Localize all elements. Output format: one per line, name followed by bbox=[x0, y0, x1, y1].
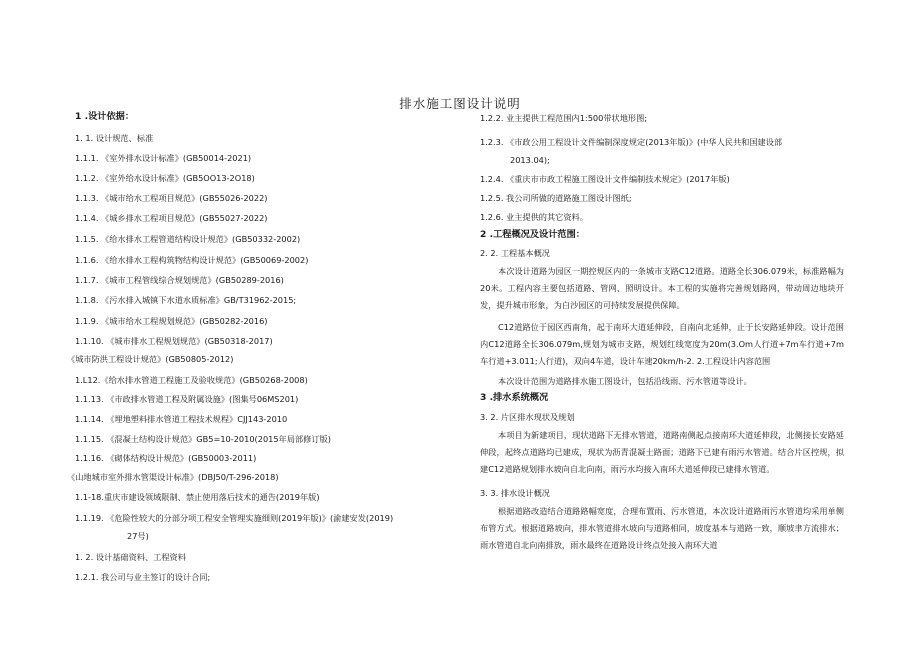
text-line: 1.2.6. 业主提供的其它资料。 bbox=[480, 212, 588, 222]
text-line: 1.L12.《给水排水管道工程施工及验收规范》(GB50268-2008) bbox=[75, 375, 308, 385]
text-line: 2013.04); bbox=[510, 155, 550, 165]
text-line: 1.2.5. 我公司所做的道路施工图设计图纸; bbox=[480, 193, 632, 203]
paragraph: 本项目为新建项目，现状道路下无排水管道，道路南侧起点接南环大道延伸段，北侧接长安路延伸段，起终点道路均已建成，现状为沥青混凝土路面；道路下已建有雨污水管道。结合片区控规，拟建C12道路规划排水坡向自北向南，雨污水均接入南环大道延伸段已建排水管道。 bbox=[480, 430, 844, 474]
paragraph: 本次设计道路为园区一期控规区内的一条城市支路C12道路。道路全长306.079米，标准路幅为20米。工程内容主要包括道路、管网、照明设计。本工程的实施将完善规划路网，带动周边地块开发，提升城市形象，为白沙园区的可持续发展提供保障。 bbox=[480, 266, 844, 310]
text-line: 1. 2. 设计基础资料、工程资料 bbox=[75, 552, 186, 562]
subsection-heading: 2. 2. 工程基本概况 bbox=[480, 248, 550, 258]
text-line: 《城市防洪工程设计规范》(GB50805-2012) bbox=[67, 354, 234, 364]
text-line: 1.1-18.重庆市建设领域限制、禁止使用落后技术的通告(2019年版) bbox=[75, 492, 320, 502]
text-line: 1.1.7. 《城市工程管线综合规划规范》(GB50289-2016) bbox=[75, 275, 284, 285]
paragraph: 本次设计范围为道路排水施工图设计，包括沿线雨、污水管道等设计。 bbox=[498, 376, 752, 386]
text-line: 1.1.1. 《室外排水设计标准》(GB50014-2021) bbox=[75, 153, 252, 163]
text-line: 1.1.4. 《城乡排水工程项目规范》(GB55027-2022) bbox=[75, 213, 268, 223]
section-heading-2: 2 .工程概况及设计范围： bbox=[480, 229, 585, 240]
text-line: 1.1.16. 《砌体结构设计规范》(GB50003-2011) bbox=[75, 453, 257, 463]
text-line: 1.1.5. 《给水排水工程管道结构设计规范》(GB50332-2002) bbox=[75, 234, 301, 244]
text-line: 1. 1. 设计规范、标准 bbox=[75, 133, 154, 143]
text-line: 1.1.19. 《危险性较大的分部分项工程安全管理实施细则(2019年版)》(渝建安发(2019) bbox=[75, 513, 394, 523]
paragraph: C12道路位于园区西南角，起于南环大道延伸段，自南向北延伸，止于长安路延伸段。设计范围内C12道路全长306.079m,规划为城市支路，规划红线宽度为20m(3.Om人行道+7m车行道+7m车行道+3.011;人行道)，双向4车道，设计车速20km/h-2. 2.工程设计内容范围 bbox=[480, 322, 844, 366]
text-line: 1.2.4. 《重庆市市政工程施工图设计文件编制技术规定》(2017年版) bbox=[480, 174, 730, 184]
text-line: 《山地城市室外排水管渠设计标准》(DBJ50/T-296-2018) bbox=[67, 472, 279, 482]
text-line: 27号) bbox=[127, 531, 149, 541]
text-line: 1.1.14. 《埋地塑料排水管道工程技术规程》CJJ143-2010 bbox=[75, 414, 288, 424]
text-line: 1.1.10. 《城市排水工程规划规范》(GB50318-2017) bbox=[75, 336, 273, 346]
paragraph: 根据道路改造结合道路路幅宽度，合理布置雨、污水管道，本次设计道路雨污水管道均采用单侧布管方式。根据道路坡向，排水管道排水坡向与道路相同，坡度基本与道路一致，顺坡聿方流排水；雨水管道自北向南排放，雨水最终在道路设计终点处接入南环大道 bbox=[480, 506, 844, 550]
document-title: 排水施工图设计说明 bbox=[399, 96, 521, 111]
section-heading-1: 1 .设计依据： bbox=[75, 111, 135, 122]
section-heading-3: 3 .排水系统概况 bbox=[480, 392, 549, 403]
text-line: 1.1.6. 《给水排水工程构筑物结构设计规范》(GB50069-2002) bbox=[75, 255, 309, 265]
text-line: 1.1.13. 《市政排水管道工程及附属设施》(图集号06MS201) bbox=[75, 394, 299, 404]
text-line: 1.2.3. 《市政公用工程设计文件编制深度规定(2013年版)》(中华人民共和国建设部 bbox=[480, 137, 783, 147]
text-line: 1.1.8. 《污水排入城镇下水道水质标准》GB/T31962-2015; bbox=[75, 295, 297, 305]
subsection-heading: 3. 2. 片区排水现状及规划 bbox=[480, 412, 575, 422]
subsection-heading: 3. 3. 排水设计概况 bbox=[480, 488, 550, 498]
text-line: 1.2.2. 业主提供工程范围内1:500带状地形图; bbox=[480, 113, 648, 123]
text-line: 1.2.1. 我公司与业主签订的设计合同; bbox=[75, 572, 211, 582]
text-line: 1.1.3. 《城市给水工程项目规范》(GB55026-2022) bbox=[75, 193, 268, 203]
text-line: 1.1.9. 《城市给水工程规划规范》(GB50282-2016) bbox=[75, 316, 268, 326]
text-line: 1.1.2. 《室外给水设计标准》(GB5OO13-2O18) bbox=[75, 173, 255, 183]
text-line: 1.1.15. 《混凝土结构设计规范》GB5=10-2010(2015年局部修订版) bbox=[75, 434, 331, 444]
